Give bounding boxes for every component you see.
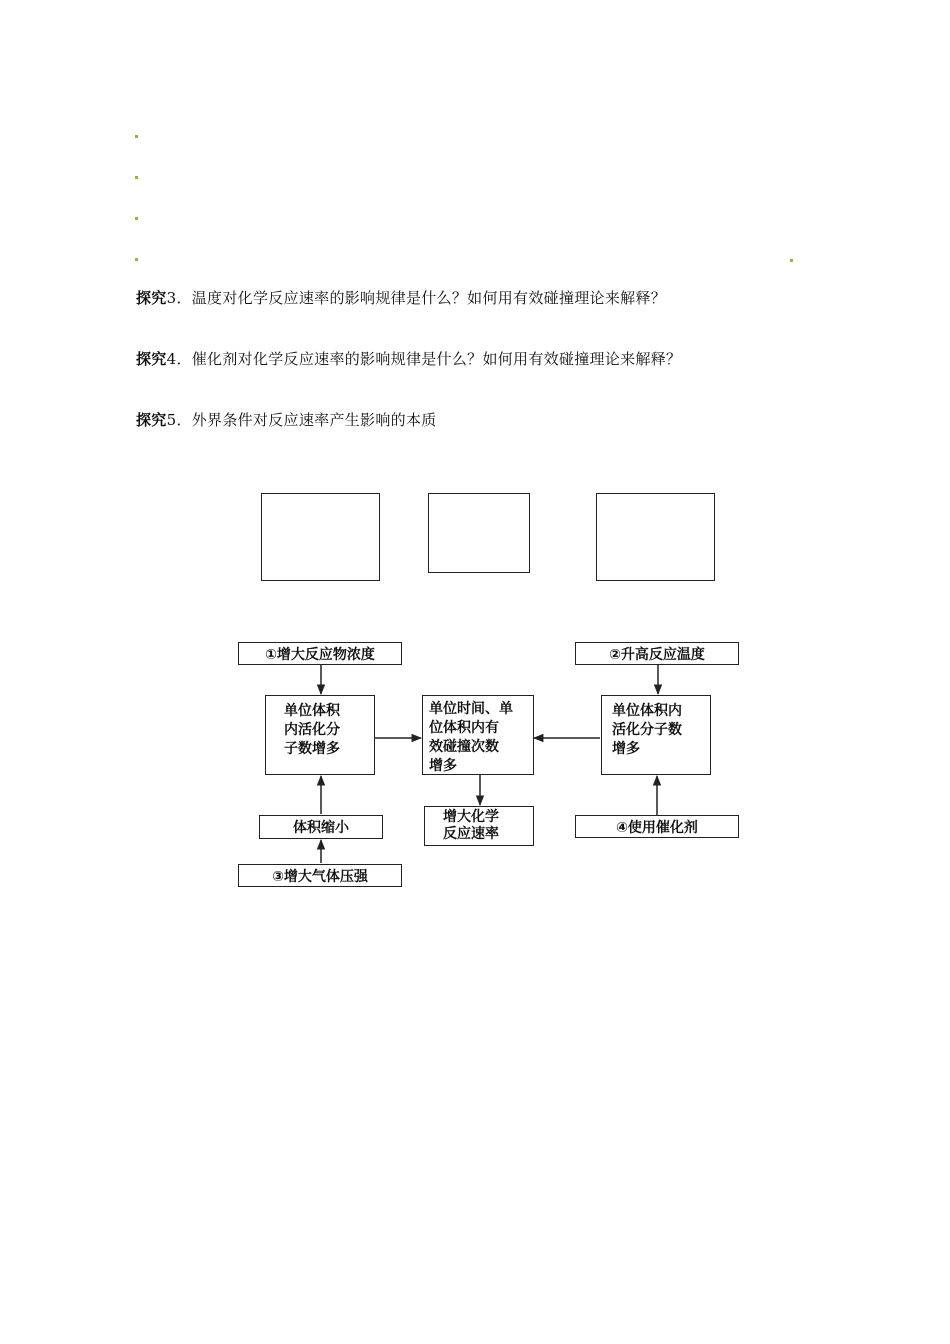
question-lead: 探究 — [136, 289, 167, 307]
box-line: 效碰撞次数 — [429, 739, 499, 755]
concentration-box: ①增大反应物浓度 — [238, 642, 402, 665]
box-line: 内活化分 — [284, 722, 340, 738]
box-line: 单位体积 — [284, 703, 340, 719]
box-line: 单位时间、单 — [429, 701, 513, 717]
question-lead: 探究 — [136, 411, 167, 429]
question-text: 5．外界条件对反应速率产生影响的本质 — [166, 411, 437, 429]
question-text: 4．催化剂对化学反应速率的影响规律是什么？如何用有效碰撞理论来解释？ — [166, 350, 682, 368]
box-line: 增多 — [429, 758, 457, 774]
center-effective-collisions-box — [422, 695, 534, 775]
temperature-box: ②升高反应温度 — [575, 642, 739, 665]
box-line: 子数增多 — [284, 741, 340, 757]
box-line: 反应速率 — [443, 826, 499, 842]
result-box — [424, 806, 534, 846]
box-line: 位体积内有 — [429, 720, 499, 736]
catalyst-box: ④使用催化剂 — [575, 815, 739, 838]
question-lead: 探究 — [136, 350, 167, 368]
box-line: 活化分子数 — [612, 722, 682, 738]
box-line: 增大化学 — [443, 809, 499, 825]
right-activated-molecules-box — [601, 695, 711, 775]
box-line: 增多 — [612, 741, 640, 757]
pressure-box: ③增大气体压强 — [238, 864, 402, 887]
left-activated-molecules-box — [265, 695, 375, 775]
volume-shrink-box: 体积缩小 — [259, 815, 383, 839]
box-line: 单位体积内 — [612, 703, 682, 719]
question-text: 3．温度对化学反应速率的影响规律是什么？如何用有效碰撞理论来解释？ — [166, 289, 667, 307]
